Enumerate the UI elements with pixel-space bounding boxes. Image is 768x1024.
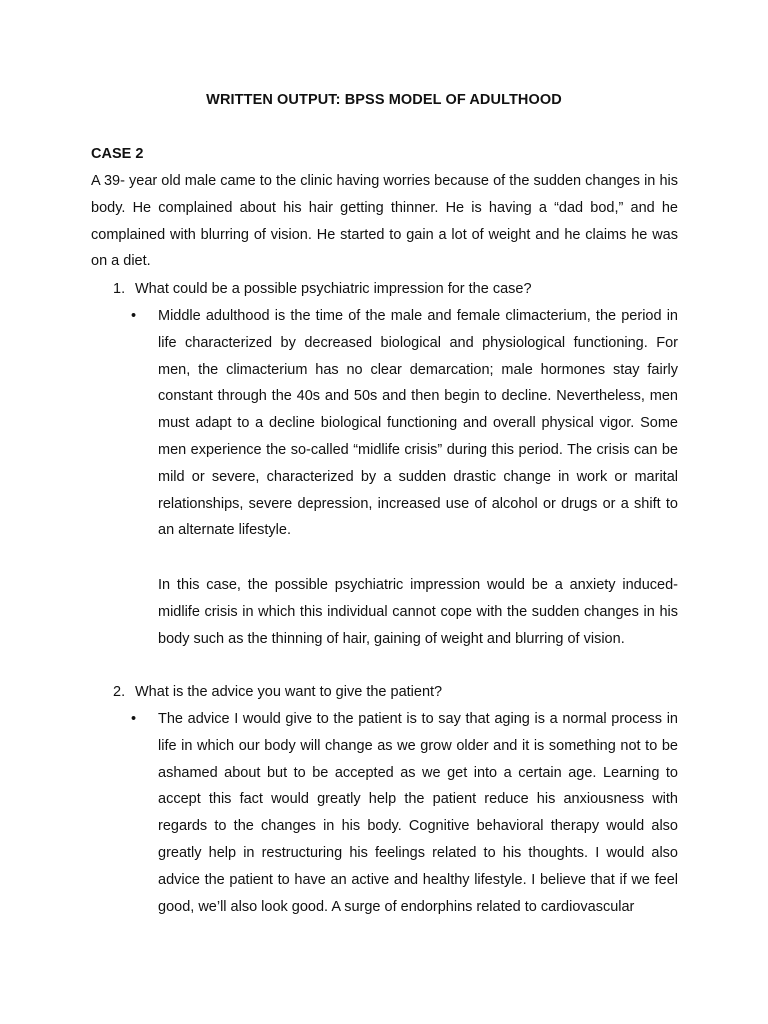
case-heading: CASE 2: [91, 146, 144, 162]
question-1-text: What could be a possible psychiatric impression for the case?: [135, 281, 532, 297]
question-1-number: 1.: [113, 281, 126, 297]
answer-2-paragraph-1: The advice I would give to the patient is to say that aging is a normal process in life in which our body will change as we grow older and it is something not to be ashamed about but to be accepted as we get into a certain age. Learning to accept this fact would greatly help the patient reduce his anxiousness with regards to the changes in his body. Cognitive behavioral therapy would also greatly help in restructuring his feelings related to his thoughts. I would also advice the patient to have an active and healthy lifestyle. I believe that if we feel good, we’ll also look good. A surge of endorphins related to cardiovascular: [158, 711, 678, 915]
question-2-number: 2.: [113, 684, 126, 700]
answer-1-paragraph-2: In this case, the possible psychiatric impression would be a anxiety induced-midlife crisis in which this individual cannot cope with the sudden changes in his body such as the thinning of hair, gaining of weight and blurring of vision.: [158, 577, 678, 647]
question-2: [113, 679, 442, 706]
bullet-icon: •: [131, 308, 137, 324]
case-intro-paragraph: A 39- year old male came to the clinic having worries because of the sudden changes in his body. He complained about his hair getting thinner. He is having a “dad bod,” and he complained with blurring of vision. He started to gain a lot of weight and he claims he was on a diet.: [91, 173, 678, 270]
question-2-text: What is the advice you want to give the patient?: [135, 684, 443, 700]
bullet-icon: •: [131, 711, 137, 727]
question-1: [113, 276, 532, 303]
answer-1-paragraph-1: Middle adulthood is the time of the male and female climacterium, the period in life characterized by decreased biological and physiological functioning. For men, the climacterium has no clear demarcation; male hormones stay fairly constant through the 40s and 50s and then begin to decline. Nevertheless, men must adapt to a decline biological functioning and overall physical vigor. Some men experience the so-called “midlife crisis” during this period. The crisis can be mild or severe, characterized by a sudden drastic change in work or marital relationships, severe depression, increased use of alcohol or drugs or a shift to an alternate lifestyle.: [158, 308, 678, 539]
document-title: WRITTEN OUTPUT: BPSS MODEL OF ADULTHOOD: [206, 92, 562, 108]
